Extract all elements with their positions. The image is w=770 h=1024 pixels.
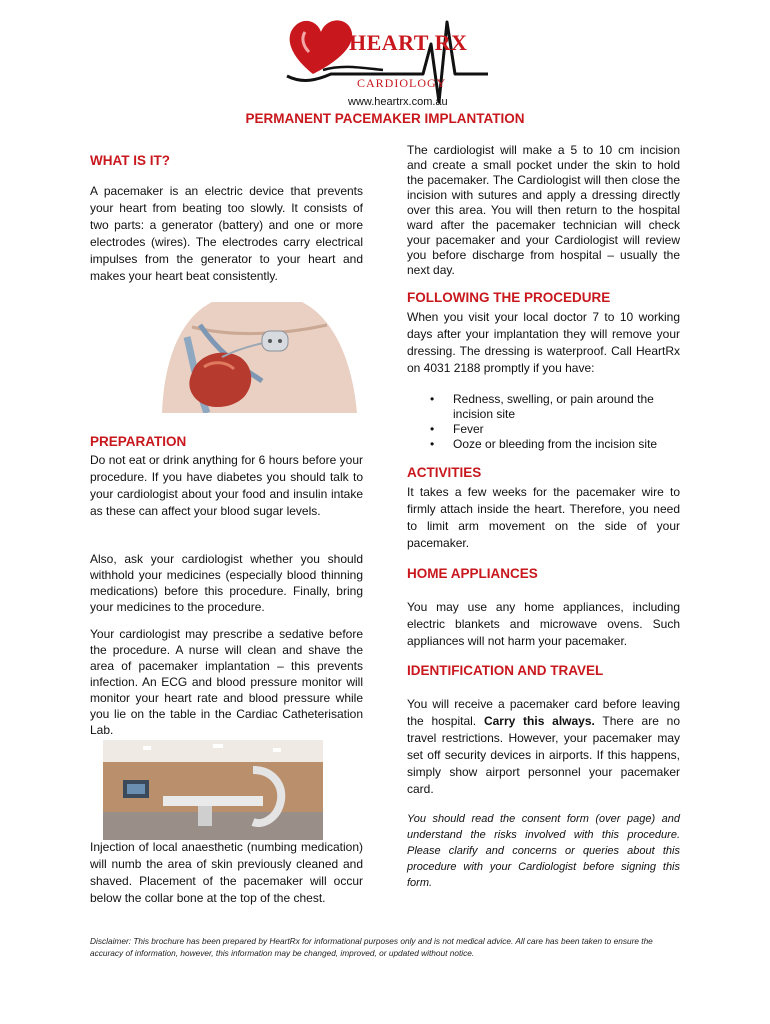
document-title: PERMANENT PACEMAKER IMPLANTATION [245, 111, 525, 126]
list-item: • Fever [430, 422, 484, 436]
brand-name: HEART RX [349, 30, 468, 55]
activities-heading: ACTIVITIES [407, 465, 482, 480]
what-is-it-text: A pacemaker is an electric device that prevents your heart from beating too slowly. It consists of two parts: a generator (battery) and one or more electrodes (wires). The electrodes carry electrical impulses from the generator to your heart and makes your heart beat consistently. [90, 184, 363, 283]
identification-text: You will receive a pacemaker card before leaving the hospital. Carry this always. There are no travel restrictions. However, your pacemaker may set off security devices in airports. If this happens, simply show airport personnel your pacemaker card. [407, 697, 680, 796]
pacemaker-chest-illustration [152, 297, 362, 413]
home-appliances-heading: HOME APPLIANCES [407, 566, 538, 581]
list-item: • Redness, swelling, or pain around the incision site [430, 392, 654, 421]
pacemaker-device-icon [262, 331, 288, 351]
brand-subtitle: CARDIOLOGY [357, 76, 447, 90]
symptom-list [407, 392, 680, 452]
preparation-text-3: Your cardiologist may prescribe a sedative before the procedure. A nurse will clean and shave the area of pacemaker implantation – this prevents infection. An ECG and blood pressure monitor will monitor your heart rate and blood pressure while you lie on the table in the Cardiac Catheterisation Lab. [90, 627, 363, 737]
procedure-intro-text: The cardiologist will make a 5 to 10 cm incision and create a small pocket under the skin to hold the pacemaker. The Cardiologist will then close the incision with sutures and apply a dressing directly over this area. You will then return to the hospital ward after the pacemaker technician will check your pacemaker and your Cardiologist will review you before discharge from hospital – usually the next day. [407, 143, 680, 277]
activities-text: It takes a few weeks for the pacemaker wire to firmly attach inside the heart. Therefore, you need to limit arm movement on the side of your pacemaker. [407, 485, 680, 550]
consent-note: You should read the consent form (over page) and understand the risks involved with this procedure. Please clarify and concerns or queries about this procedure with your Cardiologist before signing this form. [407, 813, 680, 889]
cath-lab-photo [103, 740, 323, 840]
following-text: When you visit your local doctor 7 to 10 working days after your implantation they will remove your dressing. The dressing is waterproof. Call HeartRx on 4031 2188 promptly if you have: [407, 310, 680, 375]
home-appliances-text: You may use any home appliances, including electric blankets and microwave ovens. Such appliances will not harm your pacemaker. [407, 600, 680, 648]
list-item: • Ooze or bleeding from the incision site [430, 437, 658, 451]
identification-heading: IDENTIFICATION AND TRAVEL [407, 663, 604, 678]
following-heading: FOLLOWING THE PROCEDURE [407, 290, 611, 305]
what-is-it-heading: WHAT IS IT? [90, 153, 170, 168]
preparation-text-4: Injection of local anaesthetic (numbing medication) will numb the area of skin previously cleaned and shaved. Placement of the pacemaker will occur below the collar bone at the top of the chest. [90, 840, 363, 905]
preparation-heading: PREPARATION [90, 434, 187, 449]
preparation-text-1: Do not eat or drink anything for 6 hours before your procedure. If you have diabetes you should talk to your cardiologist about your food and insulin intake as these can affect your blood sugar levels. [90, 453, 363, 518]
brand-url[interactable]: www.heartrx.com.au [348, 96, 448, 108]
preparation-text-2: Also, ask your cardiologist whether you should withhold your medicines (especially blood thinning medications) before this procedure. Finally, bring your medicines to the procedure. [90, 552, 363, 614]
disclaimer: Disclaimer: This brochure has been prepared by HeartRx for informational purposes only and is not medical advice. All care has been taken to ensure the accuracy of information, however, this information may be changed, improved, or updated without notice. [90, 936, 653, 958]
